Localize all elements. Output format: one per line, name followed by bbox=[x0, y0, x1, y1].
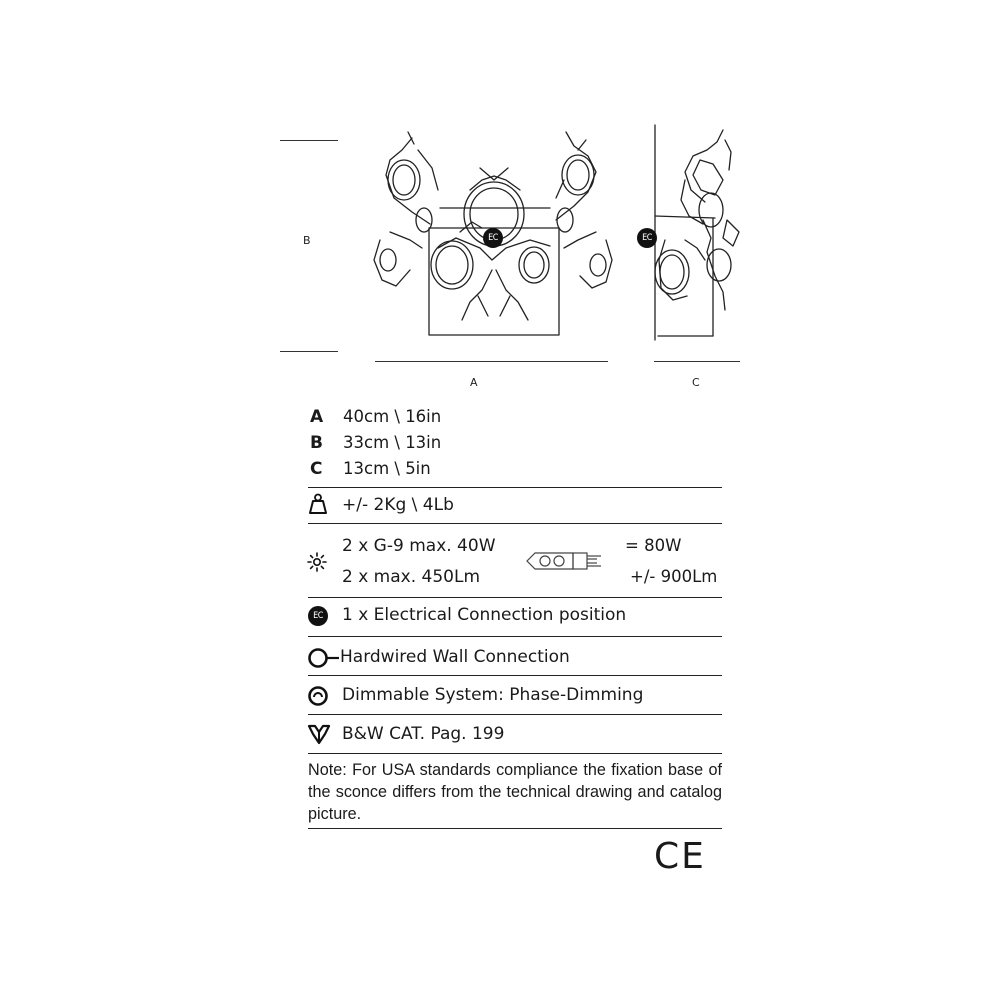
dimension-letter: B bbox=[310, 433, 323, 453]
catalog-logo-icon bbox=[307, 723, 331, 745]
hardwired-text: Hardwired Wall Connection bbox=[340, 647, 570, 667]
lamp-lumen-text: 2 x max. 450Lm bbox=[342, 567, 481, 587]
technical-drawing bbox=[0, 0, 1000, 400]
dimension-value: 13cm \ 5in bbox=[343, 459, 431, 478]
divider bbox=[308, 523, 722, 524]
dimension-value: 33cm \ 13in bbox=[343, 433, 442, 452]
divider bbox=[308, 675, 722, 676]
total-watts: = 80W bbox=[625, 536, 682, 555]
dimension-c-label: C bbox=[692, 376, 700, 389]
front-view-ec-badge: EC bbox=[483, 228, 503, 248]
dimension-letter: C bbox=[310, 459, 323, 479]
side-view-drawing bbox=[645, 120, 755, 345]
divider bbox=[308, 714, 722, 715]
g9-bulb-icon bbox=[523, 549, 605, 573]
catalog-text: B&W CAT. Pag. 199 bbox=[342, 724, 505, 744]
light-bulb-icon bbox=[307, 552, 327, 572]
ce-mark: CE bbox=[654, 836, 706, 877]
weight-text: +/- 2Kg \ 4Lb bbox=[342, 495, 454, 515]
divider bbox=[308, 636, 722, 637]
dimension-a-line bbox=[375, 361, 608, 362]
dimension-a-label: A bbox=[470, 376, 478, 389]
dimension-b-bottom-line bbox=[280, 351, 338, 352]
dimension-value: 40cm \ 16in bbox=[343, 407, 442, 426]
side-view-ec-badge: EC bbox=[637, 228, 657, 248]
dimmer-icon bbox=[307, 685, 329, 707]
electrical-connection-icon: EC bbox=[308, 606, 328, 626]
usa-compliance-note: Note: For USA standards compliance the fixation base of the sconce differs from the technical drawing and catalog picture. bbox=[308, 761, 722, 823]
lamp-type-text: 2 x G-9 max. 40W bbox=[342, 536, 496, 556]
hardwired-icon bbox=[307, 647, 341, 669]
electrical-connection-text: 1 x Electrical Connection position bbox=[342, 605, 627, 625]
dimension-letter: A bbox=[310, 407, 324, 427]
divider bbox=[308, 828, 722, 829]
dimension-b-label: B bbox=[303, 234, 311, 247]
dimension-c-line bbox=[654, 361, 740, 362]
divider bbox=[308, 597, 722, 598]
divider bbox=[308, 753, 722, 754]
divider bbox=[308, 487, 722, 488]
dimmable-text: Dimmable System: Phase-Dimming bbox=[342, 685, 644, 705]
weight-icon bbox=[309, 493, 327, 515]
dimension-b-top-line bbox=[280, 140, 338, 141]
total-lumens: +/- 900Lm bbox=[630, 567, 718, 586]
